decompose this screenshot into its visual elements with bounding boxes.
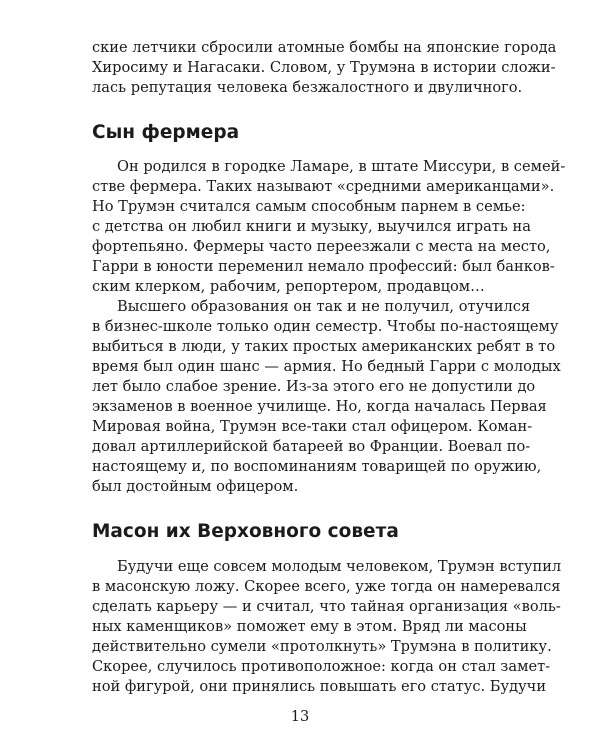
text-line: ной фигурой, они принялись повышать его статус. Будучи	[92, 678, 547, 695]
text-line: Высшего образования он так и не получил, отучился	[117, 298, 531, 315]
text-line: ных каменщиков» поможет ему в этом. Вряд ли масоны	[92, 618, 527, 635]
text-line: стве фермера. Таких называют «средними американцами».	[92, 178, 555, 195]
text-line: выбиться в люди, у таких простых американских ребят в то	[92, 338, 556, 355]
text-line: Мировая война, Трумэн все-таки стал офицером. Коман-	[92, 418, 533, 435]
page-number: 13	[290, 708, 310, 725]
text-line: экзаменов в военное училище. Но, когда началась Первая	[92, 398, 547, 415]
text-line: в масонскую ложу. Скорее всего, уже тогда он намеревался	[92, 578, 561, 595]
text-line: лась репутация человека безжалостного и двуличного.	[92, 79, 523, 96]
text-line: Гарри в юности переменил немало профессий: был банков-	[92, 258, 555, 275]
text-line: Скорее, случилось противоположное: когда он стал замет-	[92, 658, 551, 675]
text-line: лет было слабое зрение. Из-за этого его не допустили до	[92, 378, 536, 395]
text-line: Но Трумэн считался самым способным парнем в семье:	[92, 198, 526, 215]
text-line: время был один шанс — армия. Но бедный Гарри с молодых	[92, 358, 561, 375]
text-line: был достойным офицером.	[92, 478, 299, 495]
text-line: ским клерком, рабочим, репортером, продавцом…	[92, 278, 485, 295]
text-line: ские летчики сбросили атомные бомбы на японские города	[92, 39, 557, 56]
text-line: действительно сумели «протолкнуть» Трумэна в политику.	[92, 638, 552, 655]
text-line: с детства он любил книги и музыку, выучился играть на	[92, 218, 531, 235]
section-heading-farmer-son: Сын фермера	[92, 122, 240, 143]
text-line: фортепьяно. Фермеры часто переезжали с места на место,	[92, 238, 551, 255]
text-line: сделать карьеру — и считал, что тайная организация «воль-	[92, 598, 561, 615]
text-line: довал артиллерийской батареей во Франции. Воевал по-	[92, 438, 531, 455]
text-line: настоящему и, по воспоминаниям товарищей по оружию,	[92, 458, 542, 475]
text-line: в бизнес-школе только один семестр. Чтобы по-настоящему	[92, 318, 559, 335]
text-line: Будучи еще совсем молодым человеком, Трумэн вступил	[117, 558, 562, 575]
text-line: Он родился в городке Ламаре, в штате Миссури, в семей-	[117, 158, 566, 175]
section-heading-mason: Масон их Верховного совета	[92, 521, 399, 542]
text-line: Хиросиму и Нагасаки. Словом, у Трумэна в истории сложи-	[92, 59, 556, 76]
